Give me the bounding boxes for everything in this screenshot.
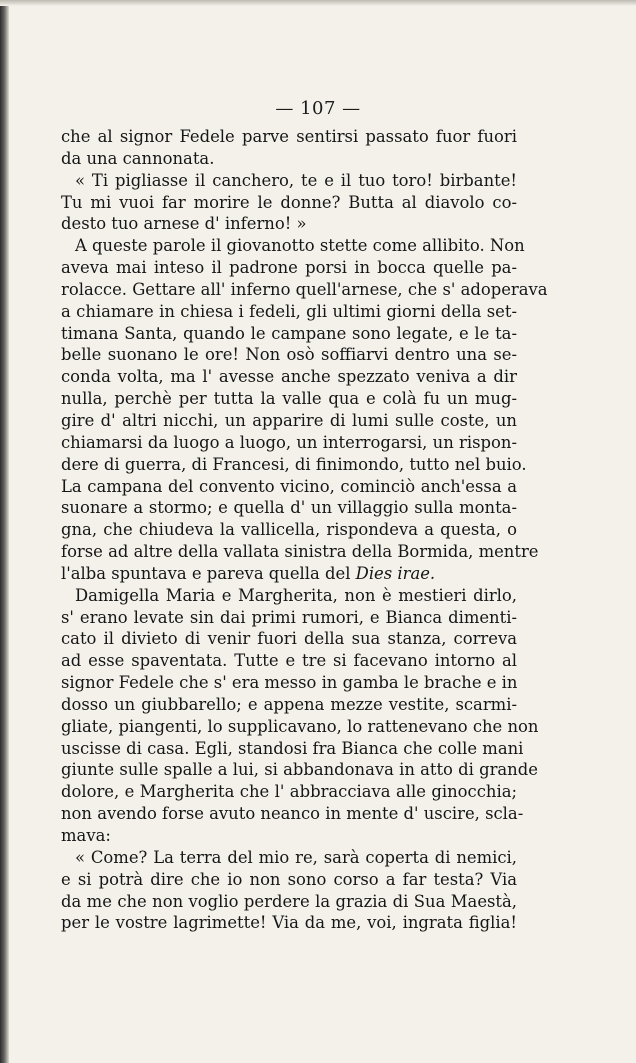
- text-line: [61, 170, 517, 192]
- text-line-content: desto tuo arnese d' inferno! »: [61, 214, 307, 234]
- page-top-shadow: [0, 0, 636, 6]
- text-line-content: timana Santa, quando le campane sono legate, e le ta-: [61, 323, 517, 343]
- page-number: — 107 —: [275, 98, 361, 119]
- text-line: [61, 323, 517, 345]
- text-line: [61, 847, 517, 869]
- text-line-content: Tu mi vuoi far morire le donne? Butta al diavolo co-: [61, 192, 517, 212]
- text-line: [61, 454, 527, 476]
- text-line: [61, 563, 517, 585]
- text-line-content: A queste parole il giovanotto stette come allibito. Non: [75, 236, 525, 256]
- text-line: [61, 541, 539, 563]
- text-line: [61, 716, 539, 738]
- text-line: [61, 366, 517, 388]
- text-line-content: signor Fedele che s' era messo in gamba le brache e in: [61, 673, 518, 693]
- text-line-content: non avendo forse avuto neanco in mente d' uscire, scla-: [61, 804, 524, 824]
- text-line: [61, 803, 524, 825]
- text-line: [61, 126, 517, 148]
- text-line-content: « Come? La terra del mio re, sarà coperta di nemici,: [75, 847, 517, 867]
- text-line: [61, 694, 517, 716]
- text-line-content: a chiamare in chiesa i fedeli, gli ultimi giorni della set-: [61, 301, 517, 321]
- text-line-content: suonare a stormo; e quella d' un villaggio sulla monta-: [61, 498, 517, 518]
- text-line-content: da una cannonata.: [61, 148, 215, 168]
- text-line: [61, 148, 517, 170]
- text-line-content: Damigella Maria e Margherita, non è mestieri dirlo,: [75, 585, 517, 605]
- text-line: [61, 781, 517, 803]
- text-line-content: uscisse di casa. Egli, standosi fra Bianca che colle mani: [61, 738, 524, 758]
- text-line-content: ad esse spaventata. Tutte e tre si facevano intorno al: [61, 651, 517, 671]
- text-line: [61, 607, 517, 629]
- text-line: [61, 344, 517, 366]
- text-line: [61, 891, 517, 913]
- text-line-content: mava:: [61, 826, 111, 845]
- text-line-content: s' erano levate sin dai primi rumori, e Bianca dimenti-: [61, 607, 517, 627]
- text-line: [61, 192, 517, 214]
- text-line: [61, 869, 517, 891]
- text-line-content: La campana del convento vicino, cominciò anch'essa a: [61, 476, 517, 496]
- text-line-content: belle suonano le ore! Non osò soffiarvi dentro una se-: [61, 345, 517, 365]
- text-line-content: e si potrà dire che io non sono corso a far testa? Via: [61, 869, 517, 889]
- text-line-content: da me che non voglio perdere la grazia di Sua Maestà,: [61, 891, 517, 911]
- text-line-content: gna, che chiudeva la vallicella, rispondeva a questa, o: [61, 520, 517, 540]
- text-line-content: chiamarsi da luogo a luogo, un interrogarsi, un rispon-: [61, 432, 517, 452]
- text-line-content: giunte sulle spalle a lui, si abbandonava in atto di grande: [61, 760, 538, 780]
- text-line: [61, 235, 525, 257]
- text-line: [61, 628, 517, 650]
- text-line-content: gire d' altri nicchi, un apparire di lumi sulle coste, un: [61, 410, 517, 430]
- text-line-content: che al signor Fedele parve sentirsi passato fuor fuori: [61, 127, 517, 146]
- text-line-content: « Ti pigliasse il canchero, te e il tuo toro! birbante!: [75, 170, 517, 190]
- text-line-content: gliate, piangenti, lo supplicavano, lo rattenevano che non: [61, 716, 539, 736]
- text-line-content: aveva mai inteso il padrone porsi in bocca quelle pa-: [61, 258, 517, 278]
- text-line: [61, 759, 538, 781]
- text-line: [61, 388, 517, 410]
- text-line: [61, 519, 517, 541]
- text-line-content: per le vostre lagrimette! Via da me, voi, ingrata figlia!: [61, 913, 517, 933]
- text-line: [61, 476, 517, 498]
- text-line: [61, 738, 524, 760]
- text-line-content: forse ad altre della vallata sinistra della Bormida, mentre: [61, 542, 539, 562]
- page-binding-shadow: [0, 0, 9, 1063]
- text-line-content: rolacce. Gettare all' inferno quell'arnese, che s' adoperava: [61, 279, 548, 299]
- text-line-content: dere di guerra, di Francesi, di finimondo, tutto nel buio.: [61, 454, 527, 474]
- text-line: [61, 257, 517, 279]
- text-line: [61, 825, 517, 847]
- text-line: [61, 432, 517, 454]
- italic-phrase: Dies irae.: [355, 563, 436, 583]
- body-text: [61, 126, 548, 934]
- text-line-content: cato il divieto di venir fuori della sua stanza, correva: [61, 629, 517, 649]
- text-line: [61, 650, 517, 672]
- text-line: [61, 279, 548, 301]
- text-line-content: conda volta, ma l' avesse anche spezzato veniva a dir: [61, 367, 517, 387]
- text-line-content: dosso un giubbarello; e appena mezze vestite, scarmi-: [61, 694, 517, 714]
- text-line: [61, 301, 517, 323]
- text-line-content: l'alba spuntava e pareva quella del: [61, 563, 356, 583]
- text-line: [61, 672, 517, 694]
- text-line-content: nulla, perchè per tutta la valle qua e colà fu un mug-: [61, 389, 517, 409]
- text-line: [61, 497, 517, 519]
- text-line: [61, 585, 517, 607]
- text-line: [61, 410, 517, 432]
- text-line: [61, 912, 517, 934]
- text-line-content: dolore, e Margherita che l' abbracciava alle ginocchia;: [61, 782, 517, 802]
- text-line: [61, 213, 517, 235]
